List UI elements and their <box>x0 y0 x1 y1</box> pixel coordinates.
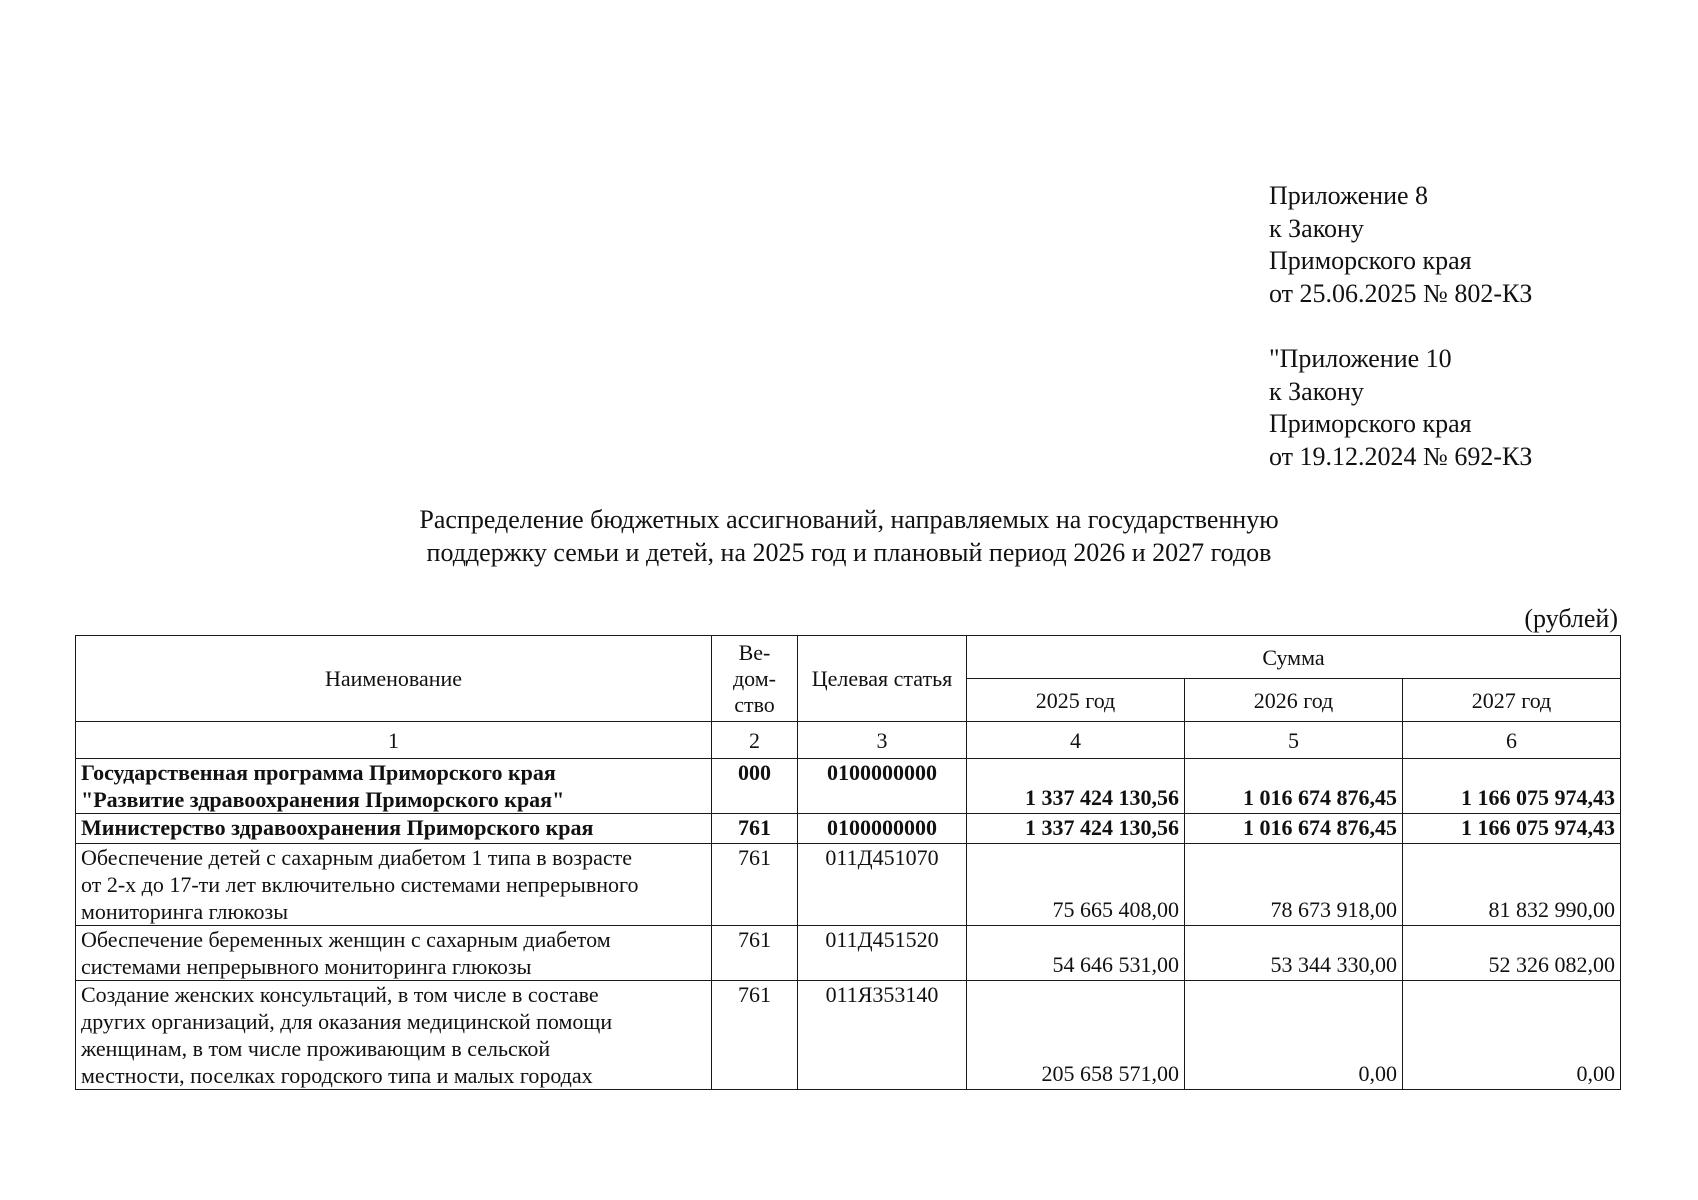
row-amount-2026: 53 344 330,00 <box>1185 926 1403 981</box>
row-name-line: системами непрерывного мониторинга глюкозы <box>81 954 532 979</box>
header-target-article: Целевая статья <box>798 636 967 722</box>
header-department-line: Ве- <box>738 639 771 665</box>
column-number-row <box>76 722 1621 759</box>
row-name <box>76 759 712 814</box>
document-title <box>0 503 1698 569</box>
header-department <box>712 636 798 722</box>
header-year-2027: 2027 год <box>1403 679 1621 722</box>
row-name-line: Создание женских консультаций, в том числе в составе <box>81 982 599 1007</box>
table-row <box>76 981 1621 1090</box>
header-department-line: дом- <box>732 665 777 691</box>
annex-header <box>1269 180 1532 473</box>
row-name-line: местности, поселках городского типа и малых городах <box>81 1063 593 1088</box>
row-amount-2025: 1 337 424 130,56 <box>967 759 1185 814</box>
header-row <box>76 636 1621 679</box>
annex-current-reference <box>1269 180 1532 310</box>
column-number: 3 <box>798 722 967 759</box>
budget-table <box>75 635 1621 1090</box>
row-target-article: 011Д451520 <box>798 926 967 981</box>
row-amount-2027: 1 166 075 974,43 <box>1403 814 1621 844</box>
row-name-line: Министерство здравоохранения Приморского края <box>81 815 594 840</box>
row-department: 761 <box>712 981 798 1090</box>
row-target-article: 011Д451070 <box>798 844 967 926</box>
row-amount-2026: 78 673 918,00 <box>1185 844 1403 926</box>
column-number: 6 <box>1403 722 1621 759</box>
header-department-line: ство <box>734 691 775 717</box>
annex-line: к Закону <box>1269 213 1364 243</box>
header-year-2026: 2026 год <box>1185 679 1403 722</box>
row-name <box>76 926 712 981</box>
row-amount-2025: 54 646 531,00 <box>967 926 1185 981</box>
row-amount-2027: 52 326 082,00 <box>1403 926 1621 981</box>
column-number: 5 <box>1185 722 1403 759</box>
row-amount-2027: 81 832 990,00 <box>1403 844 1621 926</box>
annex-line: Приложение 8 <box>1269 181 1429 210</box>
row-name <box>76 981 712 1090</box>
row-name-line: Государственная программа Приморского края <box>81 760 556 785</box>
row-target-article: 011Я353140 <box>798 981 967 1090</box>
annex-line: от 19.12.2024 № 692-КЗ <box>1269 441 1533 471</box>
annex-line: к Закону <box>1269 376 1364 406</box>
title-line: Распределение бюджетных ассигнований, направляемых на государственную <box>419 505 1279 534</box>
row-amount-2025: 75 665 408,00 <box>967 844 1185 926</box>
row-target-article: 0100000000 <box>798 759 967 814</box>
row-name <box>76 814 712 844</box>
row-amount-2025: 205 658 571,00 <box>967 981 1185 1090</box>
column-number: 4 <box>967 722 1185 759</box>
units-label: (рублей) <box>1524 604 1618 633</box>
column-number: 2 <box>712 722 798 759</box>
row-amount-2026: 1 016 674 876,45 <box>1185 759 1403 814</box>
row-department: 761 <box>712 926 798 981</box>
header-sum: Сумма <box>967 636 1621 679</box>
row-name-line: "Развитие здравоохранения Приморского края" <box>81 787 565 812</box>
row-amount-2025: 1 337 424 130,56 <box>967 814 1185 844</box>
column-number: 1 <box>76 722 712 759</box>
row-name-line: других организаций, для оказания медицинской помощи <box>81 1009 613 1034</box>
annex-line: "Приложение 10 <box>1269 344 1452 373</box>
row-name-line: женщинам, в том числе проживающим в сельской <box>81 1036 551 1061</box>
row-name-line: мониторинга глюкозы <box>81 899 288 924</box>
title-line: поддержку семьи и детей, на 2025 год и плановый период 2026 и 2027 годов <box>426 538 1272 567</box>
table-row <box>76 926 1621 981</box>
row-name-line: от 2-х до 17-ти лет включительно системами непрерывного <box>81 872 639 897</box>
annex-line: Приморского края <box>1269 246 1472 275</box>
row-name <box>76 844 712 926</box>
header-name: Наименование <box>76 636 712 722</box>
row-name-line: Обеспечение беременных женщин с сахарным диабетом <box>81 927 611 952</box>
header-year-2025: 2025 год <box>967 679 1185 722</box>
row-amount-2026: 0,00 <box>1185 981 1403 1090</box>
row-amount-2026: 1 016 674 876,45 <box>1185 814 1403 844</box>
table-row <box>76 844 1621 926</box>
table-row <box>76 814 1621 844</box>
annex-line: от 25.06.2025 № 802-КЗ <box>1269 278 1533 308</box>
row-department: 000 <box>712 759 798 814</box>
table-row <box>76 759 1621 814</box>
row-department: 761 <box>712 844 798 926</box>
row-name-line: Обеспечение детей с сахарным диабетом 1 типа в возрасте <box>81 845 632 870</box>
row-amount-2027: 0,00 <box>1403 981 1621 1090</box>
annex-amended-reference <box>1269 343 1532 473</box>
row-department: 761 <box>712 814 798 844</box>
row-amount-2027: 1 166 075 974,43 <box>1403 759 1621 814</box>
row-target-article: 0100000000 <box>798 814 967 844</box>
annex-line: Приморского края <box>1269 409 1472 438</box>
